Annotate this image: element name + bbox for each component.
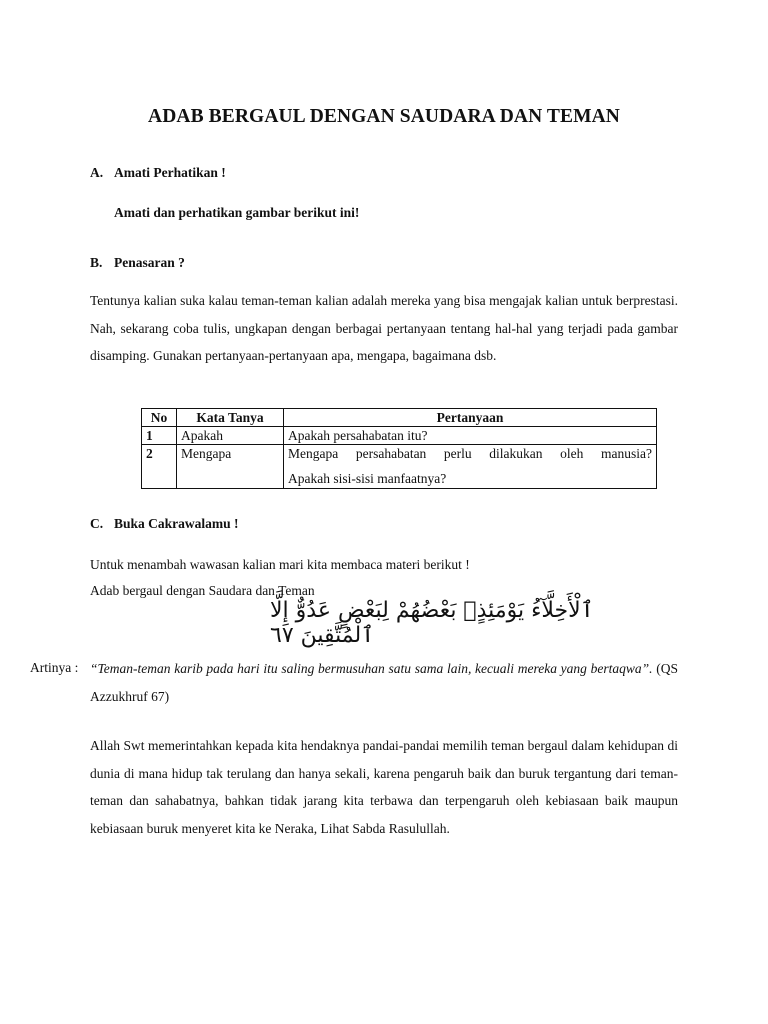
section-c-title: Buka Cakrawalamu ! [114,516,239,531]
section-c-label: C. [90,516,104,531]
table-cell-no: 1 [142,427,177,445]
artinya-reference: (QS Azzukhruf 67) [90,661,678,704]
table-header-no: No [142,409,177,427]
table-cell-kata: Mengapa [177,445,284,489]
table-row [142,445,657,489]
section-c-line2: Adab bergaul dengan Saudara dan Teman [90,583,315,598]
table-header-kata-tanya: Kata Tanya [177,409,284,427]
section-a-title: Amati Perhatikan ! [114,165,226,180]
arabic-verse: ٱلْأَخِلَّآءُ يَوْمَئِذٍۭ بَعْضُهُمْ لِبَعْضٍ عَدُوٌّ إِلَّا ٱلْمُتَّقِينَ ٦٧ [270,598,594,648]
section-c-heading [90,516,239,532]
table-cell-pertanyaan-line1: Mengapa persahabatan perlu dilakukan oleh manusia? [288,446,652,461]
artinya-text [90,655,678,710]
section-b-paragraph: Tentunya kalian suka kalau teman-teman kalian adalah mereka yang bisa mengajak kalian untuk berprestasi. Nah, sekarang coba tulis, ungkapan dengan berbagai pertanyaan tentang hal-hal yang terjadi pada gambar disamping. Gunakan pertanyaan-pertanyaan apa, mengapa, bagaimana dsb. [90,293,678,363]
artinya-label: Artinya : [30,660,79,675]
table-cell-kata: Apakah [177,427,284,445]
section-b-heading [90,255,185,271]
section-b-label: B. [90,255,103,270]
question-table [141,408,657,489]
artinya-quote: “Teman-teman karib pada hari itu saling bermusuhan satu sama lain, kecuali mereka yang bertaqwa”. [90,661,653,676]
table-header-pertanyaan: Pertanyaan [284,409,657,427]
section-a-heading [90,165,226,181]
table-cell-no: 2 [142,445,177,489]
section-a-label: A. [90,165,104,180]
section-b-title: Penasaran ? [114,255,185,270]
page-title: ADAB BERGAUL DENGAN SAUDARA DAN TEMAN [148,106,620,127]
table-cell-pertanyaan-line2: Apakah sisi-sisi manfaatnya? [288,471,447,486]
section-c-line1: Untuk menambah wawasan kalian mari kita membaca materi berikut ! [90,557,470,572]
table-cell-pertanyaan: Apakah persahabatan itu? [284,427,657,445]
table-header-row [142,409,657,427]
table-row [142,427,657,445]
section-a-subheading: Amati dan perhatikan gambar berikut ini! [114,205,360,220]
table-cell-pertanyaan [284,445,657,489]
closing-paragraph: Allah Swt memerintahkan kepada kita hendaknya pandai-pandai memilih teman bergaul dalam kehidupan di dunia di mana hidup tak terulang dan hanya sekali, karena pengaruh baik dan buruk tergantung dari teman-teman dan sahabatnya, bahkan tidak jarang kita terbawa dan terpengaruh oleh kebiasaan baik maupun kebiasaan buruk menyeret kita ke Neraka, Lihat Sabda Rasulullah. [90,738,678,836]
